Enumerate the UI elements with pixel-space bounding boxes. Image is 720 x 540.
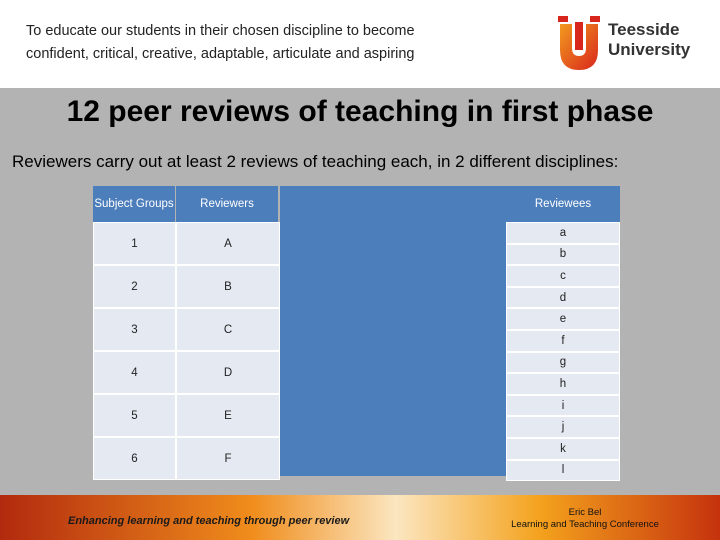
footer-author: Eric Bel: [568, 507, 602, 518]
slide-title: 12 peer reviews of teaching in first phase: [66, 95, 654, 128]
reviewee-cell: c: [506, 265, 620, 287]
reviewee-cell: a: [506, 222, 620, 244]
footer-event: Learning and Teaching Conference: [511, 519, 659, 530]
reviewer-cell: E: [176, 394, 280, 437]
reviewee-cell: d: [506, 287, 620, 309]
reviewee-cell: h: [506, 373, 620, 395]
group-cell: 5: [93, 394, 176, 437]
reviewer-cell: F: [176, 437, 280, 480]
logo-word-2: University: [608, 40, 691, 59]
header-subject-groups: Subject Groups: [93, 186, 175, 222]
reviewee-cell: e: [506, 308, 620, 330]
mission-line-1: To educate our students in their chosen discipline to become: [26, 23, 415, 39]
reviewee-cell: b: [506, 244, 620, 266]
group-cell: 2: [93, 265, 176, 308]
mission-statement: [26, 20, 466, 66]
reviewee-cell: l: [506, 460, 620, 482]
footer-credit: [500, 507, 670, 531]
group-cell: 1: [93, 222, 176, 265]
group-cell: 3: [93, 308, 176, 351]
university-logo: [556, 12, 706, 74]
header-reviewees: Reviewees: [506, 186, 620, 222]
university-logo-icon: [556, 12, 602, 74]
reviewee-cell: k: [506, 438, 620, 460]
review-allocation-block: [280, 186, 506, 476]
logo-wordmark: [608, 20, 690, 60]
mission-line-2: confident, critical, creative, adaptable, articulate and aspiring: [26, 46, 415, 62]
reviewer-cell: C: [176, 308, 280, 351]
reviewer-cell: B: [176, 265, 280, 308]
group-cell: 4: [93, 351, 176, 394]
reviewee-cell: f: [506, 330, 620, 352]
header-reviewers: Reviewers: [176, 186, 278, 222]
slide-subtitle: Reviewers carry out at least 2 reviews of teaching each, in 2 different disciplines:: [12, 152, 619, 171]
reviewer-cell: A: [176, 222, 280, 265]
reviewee-cell: g: [506, 352, 620, 374]
slide-header: [0, 0, 720, 88]
group-cell: 6: [93, 437, 176, 480]
reviewer-cell: D: [176, 351, 280, 394]
footer-title: Enhancing learning and teaching through peer review: [68, 515, 350, 527]
reviewee-cell: j: [506, 416, 620, 438]
logo-word-1: Teesside: [608, 20, 680, 39]
reviewee-cell: i: [506, 395, 620, 417]
